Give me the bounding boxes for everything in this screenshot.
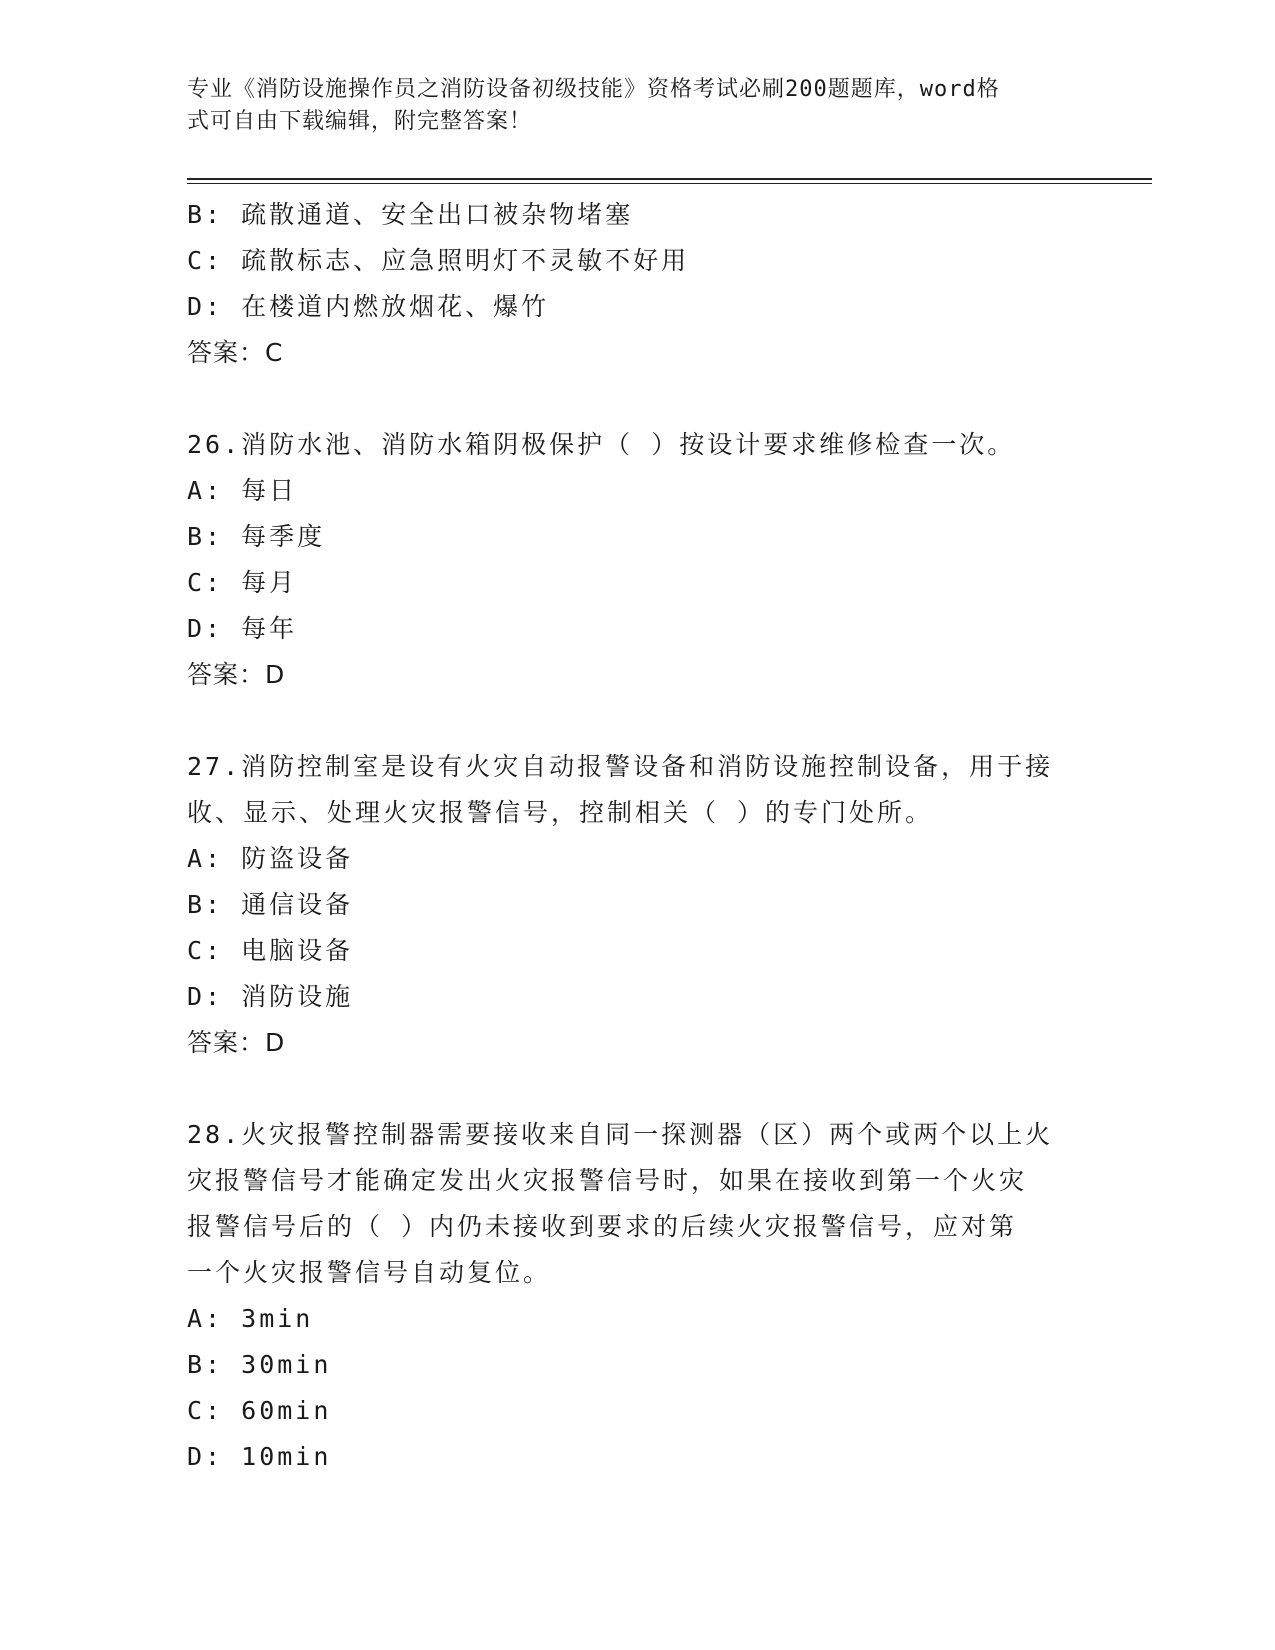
option-a: A: 防盗设备 [187, 844, 354, 873]
answer-line: 答案：C [187, 338, 284, 367]
question-stem-line-2: 灾报警信号才能确定发出火灾报警信号时，如果在接收到第一个火灾 [187, 1166, 1028, 1195]
option-c: C: 电脑设备 [187, 936, 354, 965]
spacer [187, 376, 1087, 422]
option-b: B: 通信设备 [187, 890, 354, 919]
option-d: D: 10min [187, 1442, 332, 1471]
header-line-2: 式可自由下载编辑，附完整答案！ [187, 109, 533, 134]
answer-line: 答案：D [187, 1028, 286, 1057]
question-stem-line-1: 27.消防控制室是设有火灾自动报警设备和消防设施控制设备，用于接 [187, 752, 1054, 781]
question-stem-line-2: 收、显示、处理火灾报警信号，控制相关（ ）的专门处所。 [187, 798, 934, 827]
question-27 [187, 744, 1087, 1066]
header-divider-thick [187, 178, 1152, 180]
header-line-1: 专业《消防设施操作员之消防设备初级技能》资格考试必刷200题题库，word格 [187, 77, 1000, 102]
question-25 [187, 192, 1087, 376]
page-header [187, 74, 1067, 138]
option-c: C: 疏散标志、应急照明灯不灵敏不好用 [187, 246, 690, 275]
question-28 [187, 1112, 1087, 1480]
question-stem-line-4: 一个火灾报警信号自动复位。 [187, 1258, 552, 1287]
option-c: C: 60min [187, 1396, 332, 1425]
option-d: D: 每年 [187, 614, 298, 643]
question-stem-line-1: 28.火灾报警控制器需要接收来自同一探测器（区）两个或两个以上火 [187, 1120, 1054, 1149]
option-b: B: 每季度 [187, 522, 326, 551]
option-a: A: 3min [187, 1304, 314, 1333]
option-a: A: 每日 [187, 476, 298, 505]
spacer [187, 1066, 1087, 1112]
option-c: C: 每月 [187, 568, 298, 597]
question-stem: 26.消防水池、消防水箱阴极保护（ ）按设计要求维修检查一次。 [187, 430, 1016, 459]
option-b: B: 疏散通道、安全出口被杂物堵塞 [187, 200, 634, 229]
question-26 [187, 422, 1087, 698]
option-d: D: 消防设施 [187, 982, 354, 1011]
header-divider-thin [187, 183, 1152, 184]
option-d: D: 在楼道内燃放烟花、爆竹 [187, 292, 550, 321]
question-list [187, 192, 1087, 1480]
spacer [187, 698, 1087, 744]
option-b: B: 30min [187, 1350, 332, 1379]
question-stem-line-3: 报警信号后的（ ）内仍未接收到要求的后续火灾报警信号，应对第 [187, 1212, 1018, 1241]
answer-line: 答案：D [187, 660, 286, 689]
